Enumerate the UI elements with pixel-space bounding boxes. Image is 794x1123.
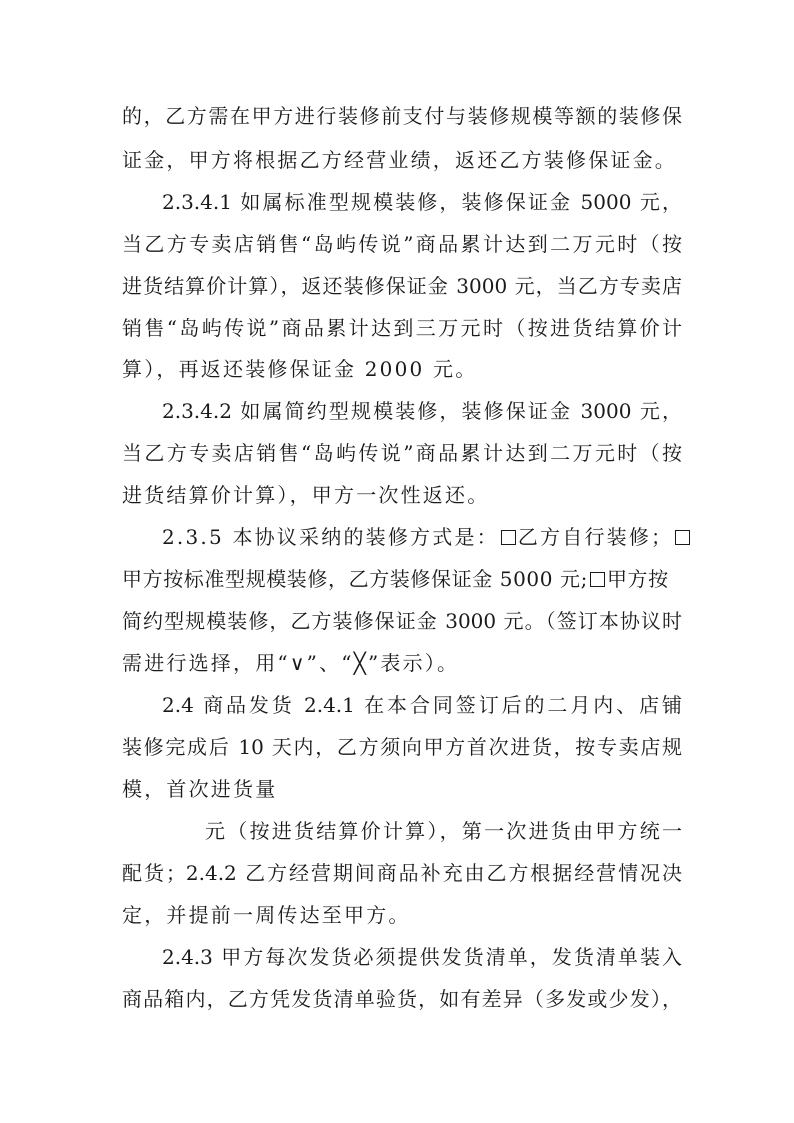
text-line: 当乙方专卖店销售“岛屿传说”商品累计达到二万元时（按 — [122, 232, 682, 256]
text-line: 模，首次进货量 — [122, 777, 278, 801]
text-line: 进货结算价计算），返还装修保证金 3000 元，当乙方专卖店 — [122, 274, 682, 298]
text-line — [122, 567, 682, 591]
text-line: 的，乙方需在甲方进行装修前支付与装修规模等额的装修保 — [122, 104, 682, 128]
clause-2-4: 2.4 商品发货 2.4.1 在本合同签订后的二月内、店铺 — [162, 693, 682, 717]
text-line: 商品箱内，乙方凭发货清单验货，如有差异（多发或少发）， — [122, 987, 682, 1011]
option-simple-decoration-start: 甲方按 — [606, 567, 669, 591]
clause-2-3-4-1: 2.3.4.1 如属标准型规模装修，装修保证金 5000 元， — [162, 190, 682, 214]
option-self-decoration: 乙方自行装修； — [517, 525, 674, 549]
clause-2-3-4-2: 2.3.4.2 如属简约型规模装修，装修保证金 3000 元， — [162, 399, 682, 423]
text-line: 算），再返还装修保证金 2000 元。 — [122, 357, 478, 381]
text-line: 进货结算价计算），甲方一次性返还。 — [122, 483, 490, 507]
text-line: 简约型规模装修，乙方装修保证金 3000 元。（签订本协议时 — [122, 609, 682, 633]
clause-2-3-5-intro: 2.3.5 本协议采纳的装修方式是： — [162, 525, 499, 549]
checkbox-standard-decoration[interactable] — [675, 530, 690, 545]
text-line: 需进行选择，用“∨”、“╳”表示）。 — [122, 651, 460, 675]
text-line: 证金，甲方将根据乙方经营业绩，返还乙方装修保证金。 — [122, 148, 677, 172]
text-line: 配货；2.4.2 乙方经营期间商品补充由乙方根据经营情况决 — [122, 861, 682, 885]
text-line: 销售“岛屿传说”商品累计达到三万元时（按进货结算价计 — [122, 316, 682, 340]
clause-2-3-5 — [162, 525, 682, 549]
clause-2-4-3: 2.4.3 甲方每次发货必须提供发货清单，发货清单装入 — [162, 945, 682, 969]
checkbox-self-decoration[interactable] — [501, 530, 516, 545]
option-standard-decoration: 甲方按标准型规模装修，乙方装修保证金 5000 元; — [122, 567, 588, 591]
text-line: 装修完成后 10 天内，乙方须向甲方首次进货，按专卖店规 — [122, 735, 682, 759]
checkbox-simple-decoration[interactable] — [590, 572, 605, 587]
text-line: 当乙方专卖店销售“岛屿传说”商品累计达到二万元时（按 — [122, 441, 682, 465]
text-line: 元（按进货结算价计算），第一次进货由甲方统一 — [205, 819, 682, 843]
text-line: 定，并提前一周传达至甲方。 — [122, 903, 411, 927]
